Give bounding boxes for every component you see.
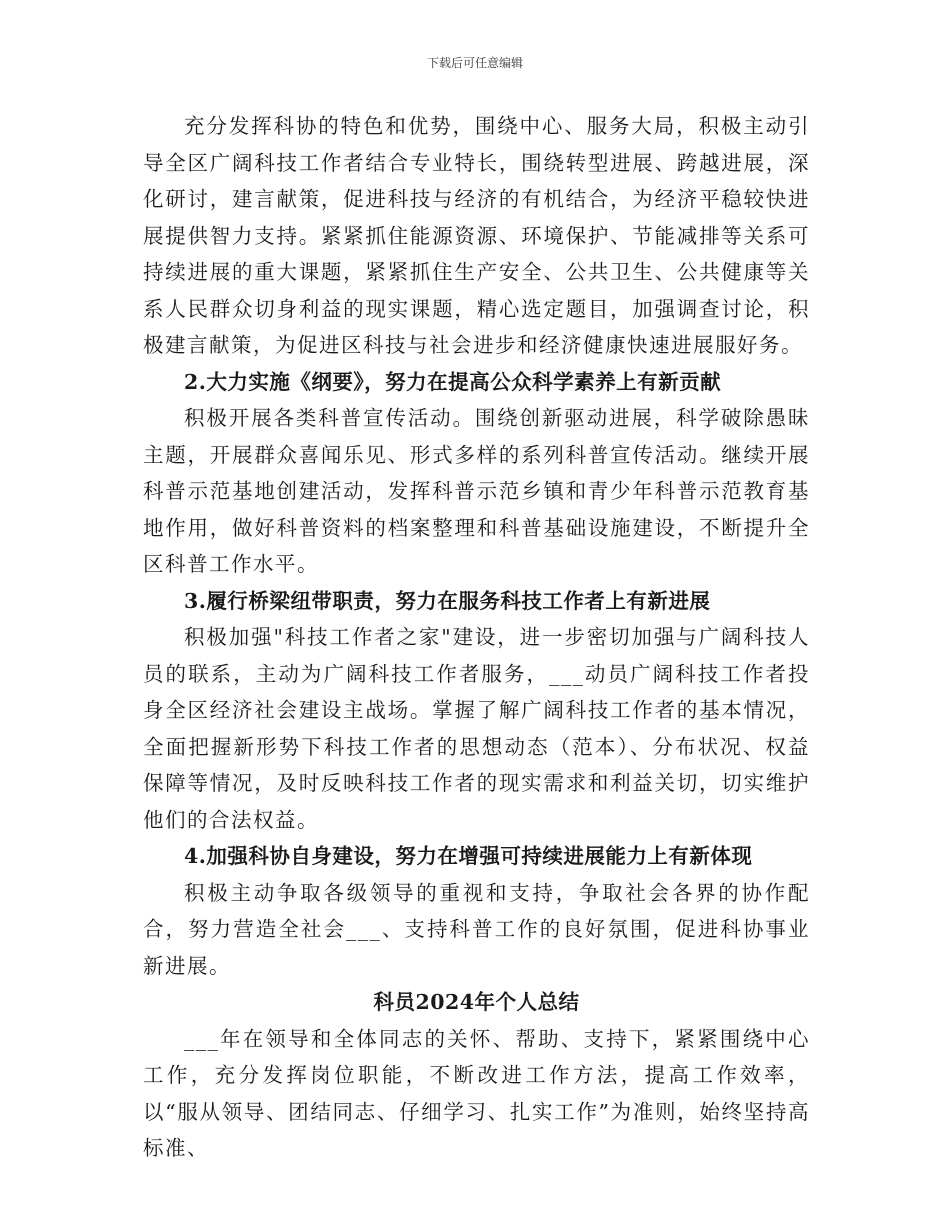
section-heading-2: 2.大力实施《纲要》，努力在提高公众科学素养上有新贡献 (184, 369, 722, 394)
section-heading-3: 3.履行桥梁纽带职责，努力在服务科技工作者上有新进展 (184, 588, 711, 613)
paragraph-serve-tech-workers: 积极加强"科技工作者之家"建设，进一步密切加强与广阔科技人员的联系，主动为广阔科技工作者服务，___动员广阔科技工作者投身全区经济社会建设主战场。掌握了解广阔科技工作者的基本情况，全面把握新形势下科技工作者的思想动态（范本）、分布状况、权益保障等情况，及时反映科技工作者的现实需求和利益关切，切实维护他们的合法权益。 (143, 625, 810, 832)
paragraph-science-popularization: 积极开展各类科普宣传活动。围绕创新驱动进展，科学破除愚昧主题，开展群众喜闻乐见、形式多样的系列科普宣传活动。继续开展科普示范基地创建活动，发挥科普示范乡镇和青少年科普示范教育基地作用，做好科普资料的档案整理和科普基础设施建设，不断提升全区科普工作水平。 (143, 406, 810, 576)
paragraph-summary-intro: ___年在领导和全体同志的关怀、帮助、支持下，紧紧围绕中心工作，充分发挥岗位职能，不断改进工作方法，提高工作效率，以“服从领导、团结同志、仔细学习、扎实工作”为准则，始终坚持高标准、 (143, 1026, 810, 1160)
document-title: 科员2024年个人总结 (373, 990, 580, 1014)
section-heading-4: 4.加强科协自身建设，努力在增强可持续进展能力上有新体现 (184, 844, 753, 868)
paragraph-self-building: 积极主动争取各级领导的重视和支持，争取社会各界的协作配合，努力营造全社会___、支持科普工作的良好氛围，促进科协事业新进展。 (143, 880, 810, 978)
document-body (143, 108, 810, 1167)
page-header-note: 下载后可任意编辑 (426, 56, 523, 70)
paragraph-research-advice: 充分发挥科协的特色和优势，围绕中心、服务大局，积极主动引导全区广阔科技工作者结合专业特长，围绕转型进展、跨越进展，深化研讨，建言献策，促进科技与经济的有机结合，为经济平稳较快进展提供智力支持。紧紧抓住能源资源、环境保护、节能减排等关系可持续进展的重大课题，紧紧抓住生产安全、公共卫生、公共健康等关系人民群众切身利益的现实课题，精心选定题目，加强调查讨论，积极建言献策，为促进区科技与社会进步和经济健康快速进展服好务。 (143, 114, 810, 357)
